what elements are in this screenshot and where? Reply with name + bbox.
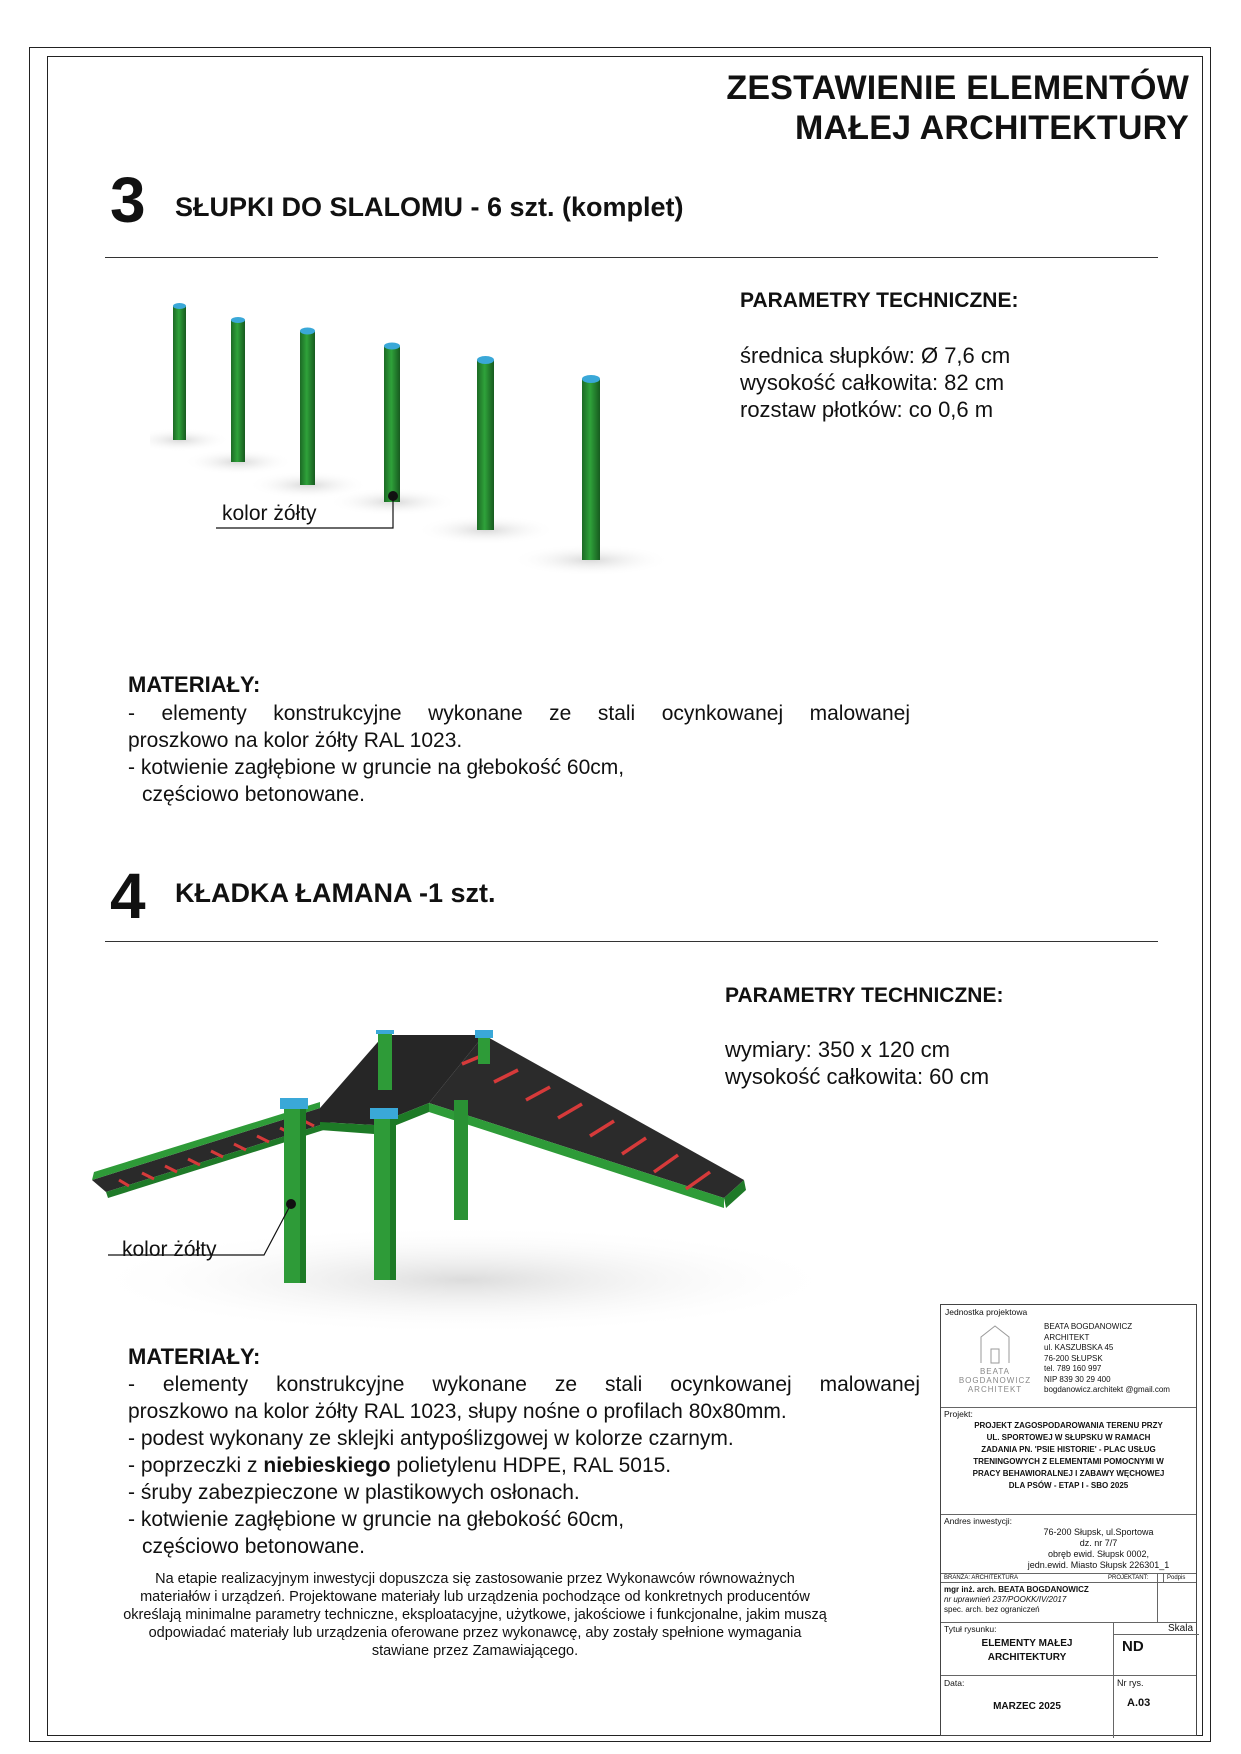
note-line: odpowiadać materiały lub urządzenia oferowane przez wykonawcę, aby zostały spełnione wymagania: [148, 1625, 802, 1641]
section3-color-label: kolor żółty: [222, 502, 317, 525]
projektant-label: PROJEKTANT:: [1108, 1575, 1149, 1581]
signature-divider: [1157, 1573, 1158, 1622]
project-line: UL. SPORTOWEJ W SŁUPSKU W RAMACH: [986, 1433, 1151, 1442]
logo-text-line: ARCHITEKT: [967, 1385, 1023, 1394]
drawing-title-line: ARCHITEKTURY: [987, 1652, 1067, 1663]
note-line: stawiane przez Zamawiającego.: [371, 1643, 579, 1659]
logo-text-line: BEATA: [979, 1367, 1011, 1376]
address-line: dz. nr 7/7: [1079, 1538, 1118, 1548]
designer-license: nr uprawnień 237/POOKK/IV/2017: [944, 1595, 1067, 1604]
section3-title: SŁUPKI DO SLALOMU - 6 szt. (komplet): [175, 192, 684, 222]
param-height: wysokość całkowita: 82 cm: [740, 370, 1005, 395]
unit-label: Jednostka projektowa: [945, 1307, 1028, 1317]
sheet-title: [726, 68, 1189, 148]
post-back-left: [376, 1030, 394, 1090]
param-spacing: rozstaw płotków: co 0,6 m: [740, 397, 994, 422]
address-label: Andres inwestycji:: [944, 1516, 1013, 1526]
materials-line: proszkowo na kolor żółty RAL 1023.: [128, 729, 463, 752]
section3-materials-heading: MATERIAŁY:: [128, 672, 261, 697]
drawing-title-line: ELEMENTY MAŁEJ: [981, 1638, 1073, 1649]
param-dimensions: wymiary: 350 x 120 cm: [725, 1037, 950, 1062]
office-line: 76-200 SŁUPSK: [1044, 1353, 1103, 1363]
materials-line: - kotwienie zagłębione w gruncie na głebokość 60cm,: [128, 1508, 625, 1531]
post-back-mid: [454, 1100, 468, 1220]
project-cell: [941, 1407, 1196, 1514]
address-cell: [941, 1514, 1196, 1573]
address-lines: [941, 1527, 1196, 1571]
date-label: Data:: [944, 1678, 965, 1688]
materials-line: częściowo betonowane.: [142, 783, 365, 806]
drawing-title: [941, 1637, 1113, 1665]
section4-materials: [128, 1371, 920, 1560]
office-line: tel. 789 160 997: [1044, 1364, 1102, 1373]
address-line: 76-200 Słupsk, ul.Sportowa: [1043, 1527, 1154, 1537]
scale-value: ND: [1122, 1638, 1144, 1655]
section3-divider: [105, 257, 1158, 258]
project-label: Projekt:: [944, 1409, 973, 1419]
sheet-title-line2: MAŁEJ ARCHITEKTURY: [795, 109, 1189, 147]
materials-text-bold: niebieskiego: [263, 1454, 391, 1477]
office-details: [1044, 1322, 1170, 1396]
param-diameter: średnica słupków: Ø 7,6 cm: [740, 343, 1011, 368]
designer-name: mgr inż. arch. BEATA BOGDANOWICZ: [944, 1585, 1089, 1594]
drawing-number-value: A.03: [1127, 1697, 1151, 1709]
sheet-title-line1: ZESTAWIENIE ELEMENTÓW: [726, 69, 1189, 107]
materials-line: - elementy konstrukcyjne wykonane ze stali ocynkowanej malowanej: [128, 1373, 920, 1396]
post-front-left: [280, 1098, 308, 1283]
param-height: wysokość całkowita: 60 cm: [725, 1064, 990, 1089]
note-line: określają minimalne parametry techniczne, eksploatacyjne, użytkowe, jakościowe i funkcjonalne, jakim muszą: [123, 1607, 827, 1623]
section3-number: 3: [110, 164, 146, 236]
section4-divider: [105, 941, 1158, 942]
title-block: [940, 1304, 1197, 1736]
materials-line: [128, 1452, 920, 1479]
office-line: ul. KASZUBSKA 45: [1044, 1343, 1114, 1352]
project-line: PROJEKT ZAGOSPODAROWANIA TERENU PRZY: [974, 1421, 1163, 1430]
drawing-label: Tytuł rysunku:: [944, 1624, 997, 1634]
section3-params-heading: PARAMETRY TECHNICZNE:: [740, 289, 1019, 312]
project-line: TRENINGOWYCH Z ELEMENTAMI POMOCNYMI W: [973, 1457, 1164, 1466]
broken-bridge-illustration: [84, 1030, 844, 1350]
post-front-right: [370, 1108, 398, 1280]
project-line: ZADANIA PN. 'PSIE HISTORIE' - PLAC USŁUG: [981, 1445, 1156, 1454]
podpis-label: Podpis: [1163, 1574, 1185, 1582]
slalom-poles-illustration: [150, 290, 730, 580]
designer-spec: spec. arch. bez ograniczeń: [944, 1605, 1040, 1614]
address-line: jedn.ewid. Miasto Słupsk 226301_1: [1027, 1560, 1170, 1570]
drawing-number-label: Nr rys.: [1117, 1678, 1144, 1688]
pole-3: [248, 328, 368, 500]
logo-text: [949, 1367, 1041, 1394]
section3-materials: [128, 700, 910, 808]
note-line: Na etapie realizacyjnym inwestycji dopuszcza się zastosowanie przez Wykonawców równoważnych: [155, 1571, 795, 1587]
office-line: BEATA BOGDANOWICZ: [1044, 1322, 1133, 1331]
project-line: PRACY BEHAWIORALNEJ I ZABAWY WĘCHOWEJ: [972, 1469, 1165, 1478]
office-line: NIP 839 30 29 400: [1044, 1374, 1111, 1384]
section4-color-label: kolor żółty: [122, 1238, 217, 1261]
project-title: [941, 1420, 1196, 1492]
logo-text-line: BOGDANOWICZ: [958, 1376, 1032, 1385]
date-value: MARZEC 2025: [993, 1701, 1061, 1712]
section4-params-heading: PARAMETRY TECHNICZNE:: [725, 984, 1004, 1007]
materials-line: proszkowo na kolor żółty RAL 1023, słupy nośne o profilach 80x80mm.: [128, 1400, 787, 1423]
pole-6: [511, 375, 671, 576]
branza-label: BRANŻA: ARCHITEKTURA: [944, 1575, 1019, 1581]
pole-2: [183, 317, 293, 475]
drawing-cell: [941, 1622, 1196, 1675]
equivalence-note: [70, 1570, 880, 1660]
materials-line: - elementy konstrukcyjne wykonane ze stali ocynkowanej malowanej: [128, 702, 910, 725]
address-line: obręb ewid. Słupsk 0002,: [1047, 1549, 1150, 1559]
drawing-number-box: [1113, 1676, 1199, 1738]
section4-materials-heading: MATERIAŁY:: [128, 1344, 261, 1369]
project-line: DLA PSÓW - ETAP I - SBO 2025: [1008, 1481, 1129, 1490]
date-cell: [941, 1675, 1196, 1737]
office-line: bogdanowicz.architekt @gmail.com: [1044, 1385, 1170, 1394]
note-line: materiałów i urządzeń. Projektowane materiały lub urządzenia pochodzące od konkretnych producentów: [140, 1589, 810, 1605]
office-line: ARCHITEKT: [1044, 1332, 1090, 1342]
materials-line: - podest wykonany ze sklejki antypoślizgowej w kolorze czarnym.: [128, 1427, 734, 1450]
scale-box: [1113, 1623, 1199, 1676]
section4-title: KŁADKA ŁAMANA -1 szt.: [175, 878, 496, 908]
materials-line: - śruby zabezpieczone w plastikowych osłonach.: [128, 1481, 580, 1504]
materials-text: - poprzeczki z: [128, 1454, 264, 1477]
section4-number: 4: [110, 860, 146, 932]
pole-1: [150, 303, 230, 452]
materials-line: częściowo betonowane.: [142, 1535, 365, 1558]
scale-label: Skala: [1114, 1623, 1199, 1635]
pole-5: [416, 356, 556, 545]
materials-line: - kotwienie zagłębione w gruncie na głebokość 60cm,: [128, 756, 625, 779]
materials-text: polietylenu HDPE, RAL 5015.: [390, 1454, 672, 1477]
section3-params: [740, 342, 1010, 423]
